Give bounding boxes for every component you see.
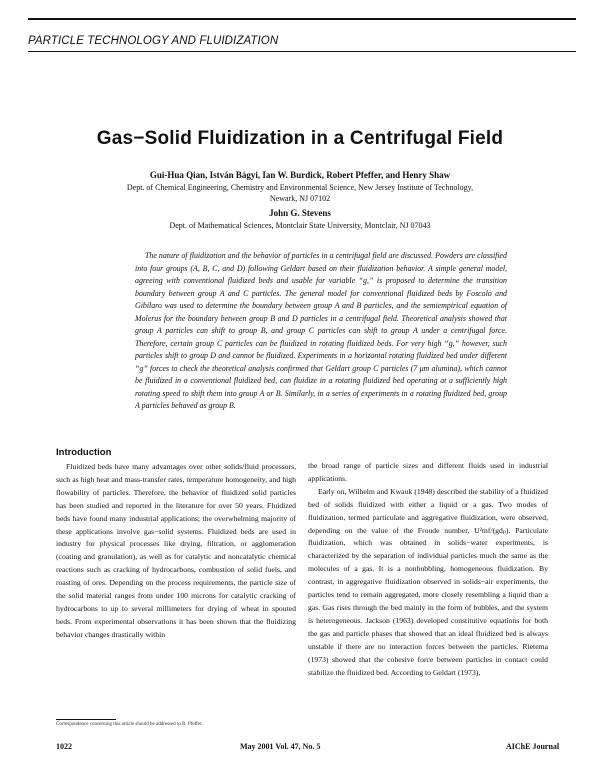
section-header: [28, 18, 576, 52]
affiliation-1: [40, 182, 560, 204]
left-column: [56, 461, 296, 642]
footer-issue: May 2001 Vol. 47, No. 5: [240, 742, 321, 751]
footnote-rule: [56, 719, 116, 720]
abstract: The nature of fluidization and the behavior of particles in a centrifugal field are discussed. Powders are classified into four groups (A, B, C, and D) following Geldart based on their fluidization behavior. A simple general model, agreeing with conventional fluidized beds and usable for variable “g,” is proposed to determine the transition boundary between group A and C particles. The general model for conventional fluidized beds by Foscolo and Gibilaro was used to determine the boundary between group A and B particles, and the semiempirical equation of Molerus for the boundary between group B and D particles in a centrifugal field. Theoretical analysis showed that group A particles can shift to group B, and group C particles can shift to group A under a centrifugal force. Therefore, certain group C particles can be fluidized in rotating fluidized beds. For very high “g,” however, such particles shift to group D and cannot be fluidized. Experiments in a horizontal rotating fluidized bed under different “g” forces to check the theoretical analysis confirmed that Geldart group C particles (7 μm alumina), which cannot be fluidized in a conventional fluidized bed, can fluidize in a rotating fluidized bed operating at a sufficiently high rotating speed to shift them into group A or B. Similarly, in a series of experiments in a rotating fluidized bed, group A particles behaved as group B.: [135, 251, 507, 410]
left-paragraph: Fluidized beds have many advantages over other solids/fluid processors, such as high heat and mass-transfer rates, temperature homogeneity, and high flowability of particles. Therefore, the behavior of fluidized solid particles has been studied and reported in the literature for over 50 years. Fluidized beds have found many industrial applications; the overwhelming majority of these applications involve gas−solid systems. Fluidized beds are used in industry for physical processes like drying, filtration, or agglomeration (coating and granulation), as well as for catalytic and noncatalytic chemical reactions such as cracking of hydrocarbons, combustion of solid fuels, and roasting of ores. Depending on the process requirements, the particle size of the solid material ranges from under 100 microns for catalytic cracking of hydrocarbons to up to several millimeters for drying of wheat in spouted beds. From experimental observations it has been shown that the fluidizing behavior changes drastically within: [56, 462, 296, 639]
footnote: Correspondence concerning this article should be addressed to R. Pfeffer.: [56, 722, 203, 727]
right-paragraph: the broad range of particle sizes and different fluids used in industrial applications.: [308, 461, 548, 483]
article-title: Gas−Solid Fluidization in a Centrifugal Field: [96, 128, 504, 149]
affiliation-1-line-2: Newark, NJ 07102: [269, 194, 331, 203]
right-paragraph: Early on, Wilhelm and Kwauk (1948) described the stability of a fluidized bed of solids fluidized with either a liquid or a gas. Two modes of fluidization, termed particulate and aggregative fluidization, were observed, depending on the value of the Froude number, U²mf/(gdₚ). Particulate fluidization, which was obtained in solids−water experiments, is characterized by the separation of individual particles much the same as the molecules of a gas. It is a nonbubbling, homogeneous fluidization. By contrast, in aggregative fluidization observed in solids−air experiments, the particles tend to remain aggregated, more closely resembling a liquid than a gas. Gas rises through the bed mainly in the form of bubbles, and the system is heterogeneous. Jackson (1963) developed constitutive equations for both the gas and particle phases that showed that an ideal fluidized bed is always unstable if there are no interaction forces between the particles. Rietema (1973) showed that the cohesive force between particles in contact could stabilize the fluidized bed. According to Geldart (1973),: [308, 486, 548, 677]
author-list: Gui-Hua Qian, István Bágyi, Ian W. Burdick, Robert Pfeffer, and Henry Shaw: [149, 170, 451, 180]
affiliation-1-line-1: Dept. of Chemical Engineering, Chemistry and Environmental Science, New Jersey Institute of Technology,: [126, 183, 474, 192]
introduction-heading: Introduction: [56, 447, 112, 458]
header-rule-bottom: [28, 51, 576, 52]
footer-page-number: 1022: [56, 742, 72, 751]
section-header-label: PARTICLE TECHNOLOGY AND FLUIDIZATION: [28, 35, 279, 47]
footer-journal: AIChE Journal: [506, 742, 560, 751]
header-rule-top: [28, 18, 576, 20]
affiliation-2: Dept. of Mathematical Sciences, Montclair State University, Montclair, NJ 07043: [169, 221, 431, 230]
author-second: John G. Stevens: [269, 208, 331, 218]
right-column: [308, 460, 548, 679]
